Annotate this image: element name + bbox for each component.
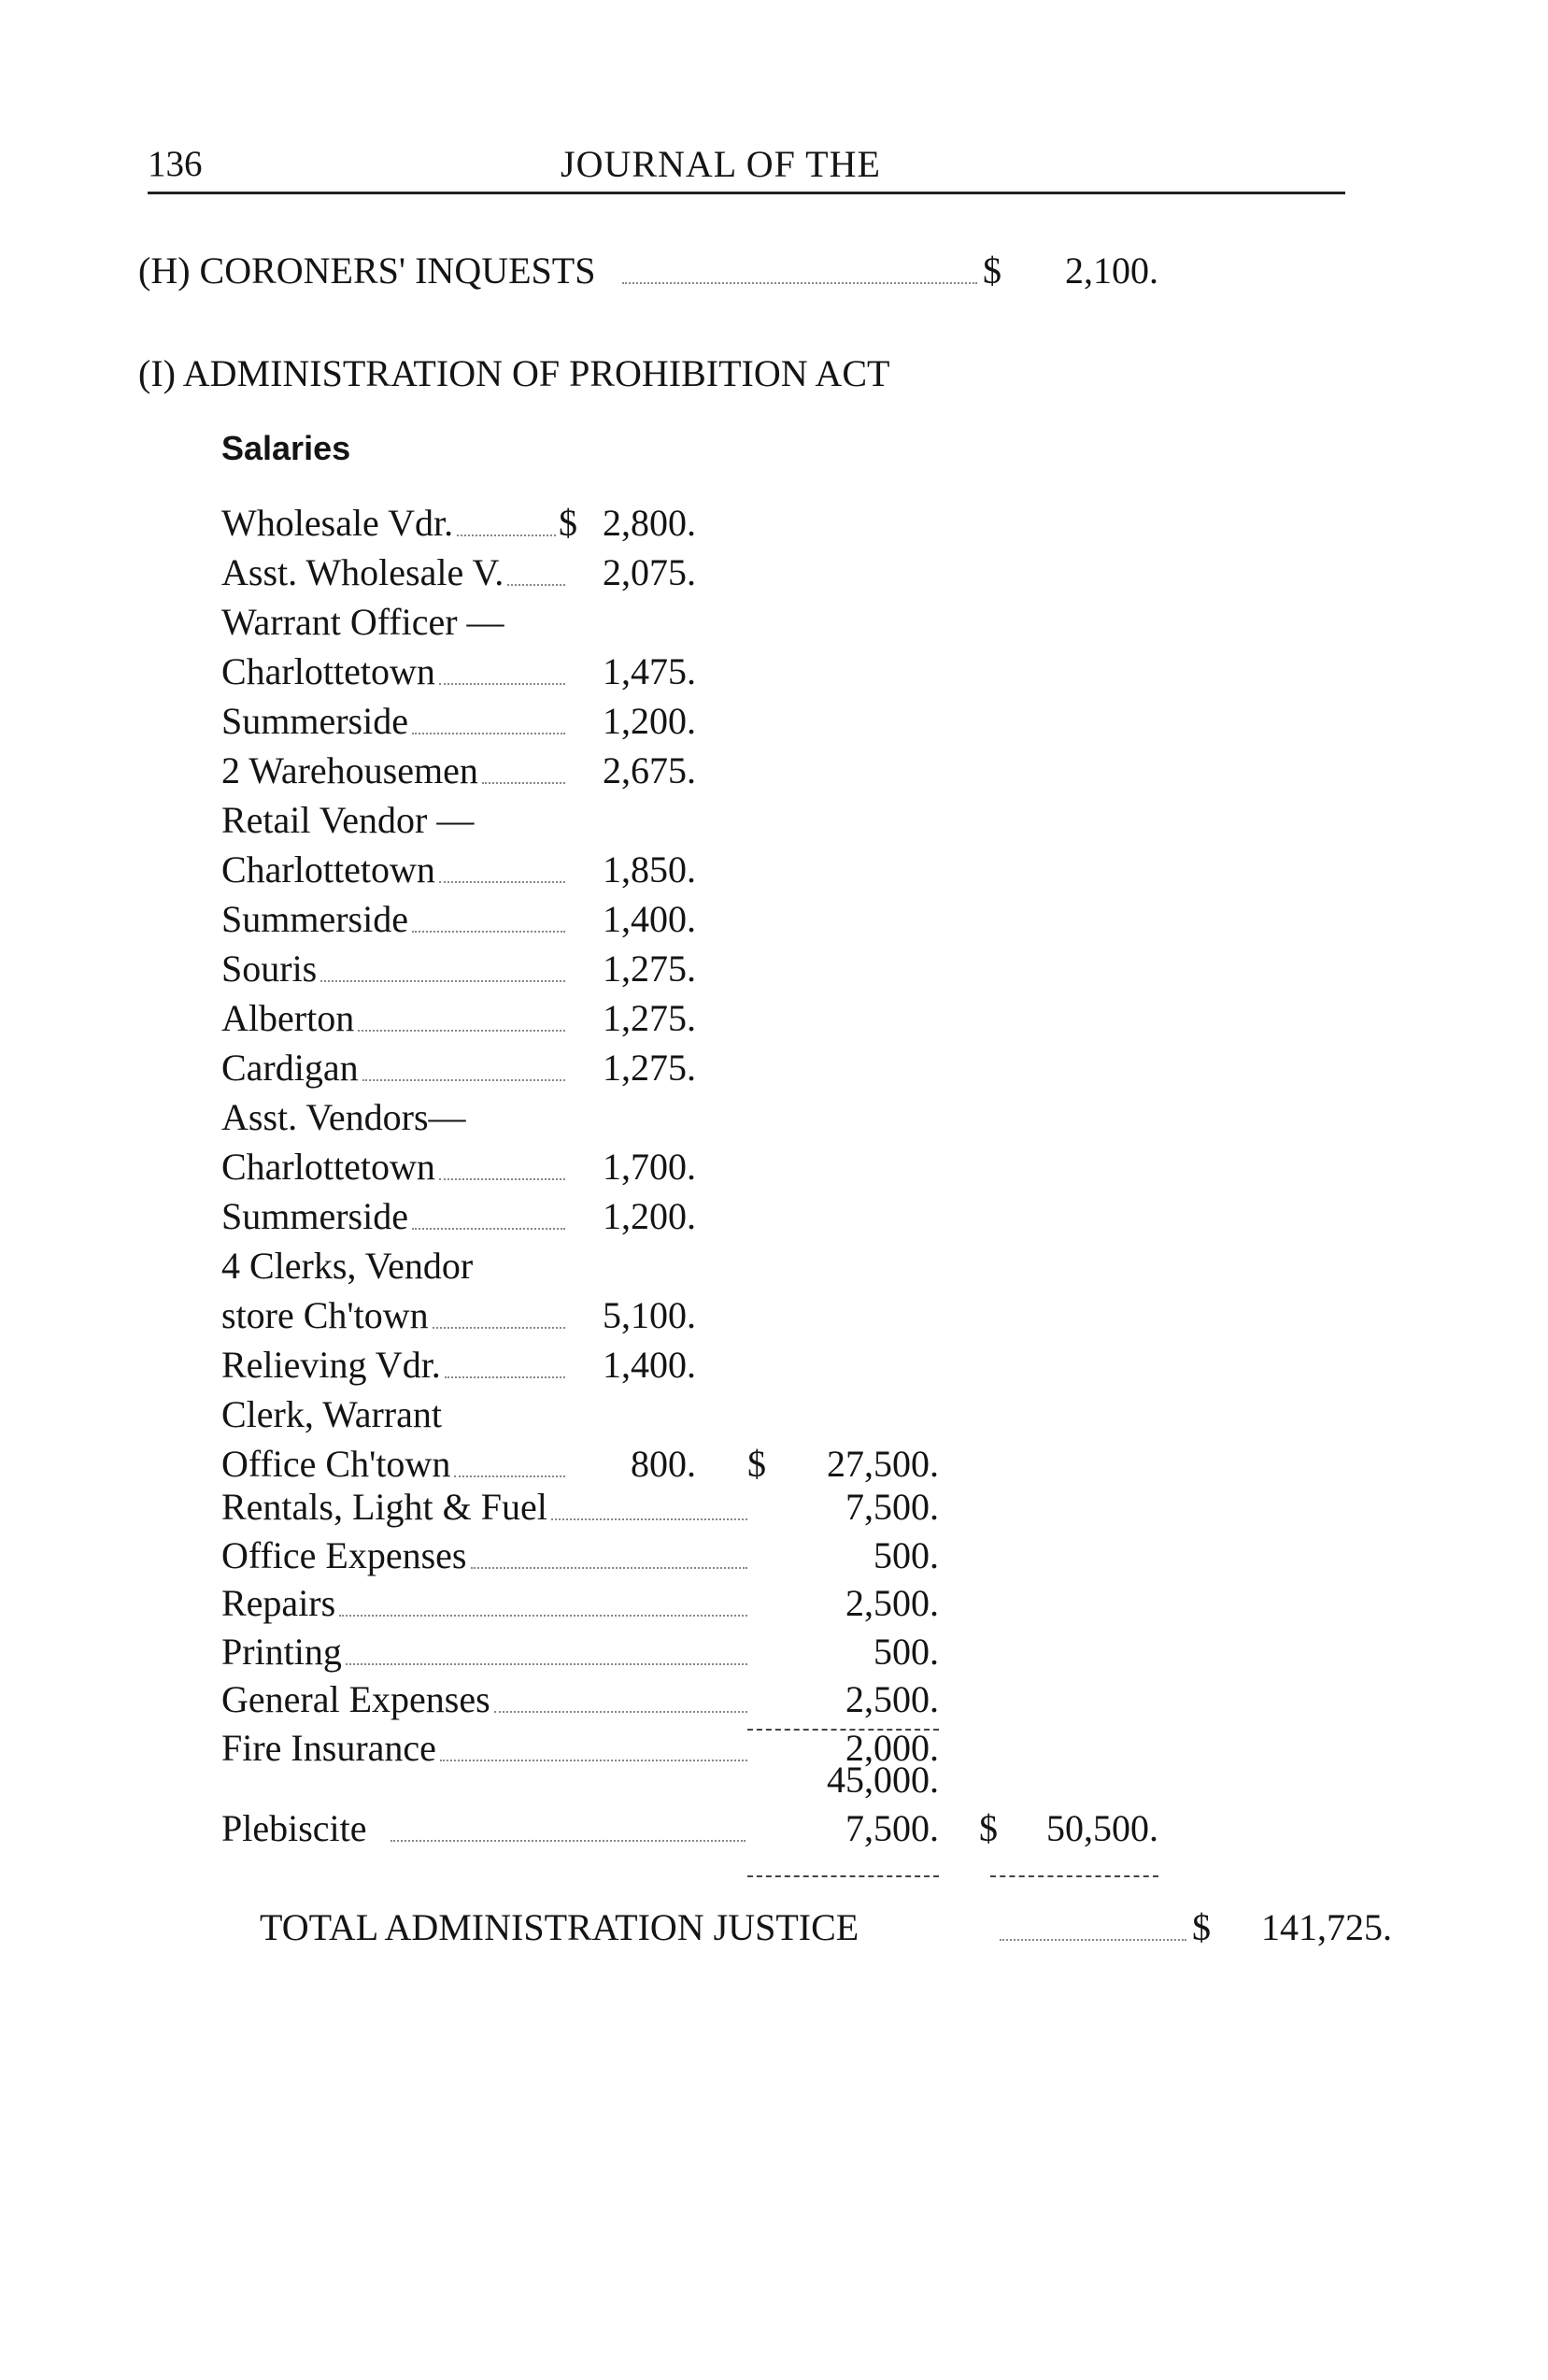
grand-total-dollar: $ — [1192, 1906, 1211, 1948]
salary-amount: 2,075. — [603, 551, 696, 593]
expense-label: General Expenses — [221, 1678, 490, 1720]
plebiscite-label: Plebiscite — [221, 1807, 367, 1849]
leader-dots — [454, 1475, 565, 1477]
leader-dots — [412, 733, 565, 734]
plebiscite-amount: 7,500. — [845, 1807, 939, 1849]
expense-amount: 2,000. — [845, 1727, 939, 1769]
salary-label: Clerk, Warrant — [221, 1393, 442, 1435]
running-title: JOURNAL OF THE — [561, 143, 881, 185]
coroners-amount: 2,100. — [1065, 249, 1158, 292]
salary-amount: 1,400. — [603, 898, 696, 940]
salary-total: 27,500. — [827, 1443, 939, 1485]
salary-label: Souris — [221, 948, 318, 990]
salary-label: Wholesale Vdr. — [221, 502, 454, 544]
salary-label: Summerside — [221, 1195, 408, 1237]
coroners-label: (H) CORONERS' INQUESTS — [138, 249, 596, 292]
salary-label: Charlottetown — [221, 650, 435, 692]
salary-amount: 1,275. — [603, 997, 696, 1039]
salary-amount: 1,475. — [603, 650, 696, 692]
salary-label: Summerside — [221, 898, 408, 940]
leader-dots — [320, 980, 565, 982]
salary-label: Warrant Officer — — [221, 601, 504, 643]
leader-dots — [362, 1079, 565, 1081]
leader-dots — [439, 683, 565, 685]
plebiscite-total: 50,500. — [1046, 1807, 1158, 1849]
plebiscite-dollar: $ — [979, 1807, 998, 1849]
salary-amount: 1,275. — [603, 1047, 696, 1089]
salary-label: Retail Vendor — — [221, 799, 475, 841]
salary-amount: 1,850. — [603, 848, 696, 891]
leader-dots — [1000, 1939, 1186, 1941]
subtotal-rule — [747, 1729, 939, 1731]
expense-label: Fire Insurance — [221, 1727, 436, 1769]
salaries-heading: Salaries — [221, 429, 351, 467]
expense-amount: 2,500. — [845, 1678, 939, 1720]
salary-label: Charlottetown — [221, 848, 435, 891]
grand-total-label: TOTAL ADMINISTRATION JUSTICE — [260, 1906, 859, 1948]
final-rule — [990, 1875, 1158, 1877]
salary-label: Asst. Vendors— — [221, 1096, 466, 1138]
salary-amount: 1,400. — [603, 1344, 696, 1386]
salary-amount: 1,275. — [603, 948, 696, 990]
salary-amount: 1,200. — [603, 1195, 696, 1237]
coroners-dollar: $ — [983, 249, 1001, 292]
grand-total-amount: 141,725. — [1261, 1906, 1392, 1948]
salary-label: Asst. Wholesale V. — [221, 551, 504, 593]
leader-dots — [622, 282, 977, 284]
expense-amount: 2,500. — [845, 1582, 939, 1624]
leader-dots — [457, 534, 556, 536]
leader-dots — [439, 881, 565, 883]
salary-amount: 2,800. — [603, 502, 696, 544]
salary-amount: 5,100. — [603, 1294, 696, 1336]
leader-dots — [433, 1327, 565, 1329]
salary-label: Cardigan — [221, 1047, 359, 1089]
leader-dots — [471, 1567, 747, 1569]
salary-label: Alberton — [221, 997, 355, 1039]
header-rule — [148, 192, 1345, 194]
salary-label: 4 Clerks, Vendor — [221, 1245, 474, 1287]
expense-label: Rentals, Light & Fuel — [221, 1486, 547, 1528]
salary-amount: 800. — [631, 1443, 696, 1485]
leader-dots — [358, 1030, 565, 1032]
final-rule — [747, 1875, 939, 1877]
salary-label: Relieving Vdr. — [221, 1344, 441, 1386]
expense-amount: 7,500. — [845, 1486, 939, 1528]
salary-label: 2 Warehousemen — [221, 749, 478, 791]
expense-label: Repairs — [221, 1582, 336, 1624]
salary-label: Summerside — [221, 700, 408, 742]
salary-total-dollar: $ — [747, 1443, 766, 1485]
salary-label: Charlottetown — [221, 1146, 435, 1188]
leader-dots — [440, 1760, 747, 1761]
leader-dots — [346, 1663, 747, 1665]
salary-amount: 1,200. — [603, 700, 696, 742]
salary-amount: 1,700. — [603, 1146, 696, 1188]
leader-dots — [494, 1711, 747, 1713]
leader-dots — [412, 931, 565, 933]
salary-label: Office Ch'town — [221, 1443, 451, 1485]
leader-dots — [339, 1615, 747, 1617]
subtotal-amount: 45,000. — [827, 1759, 939, 1801]
leader-dots — [507, 584, 565, 586]
leader-dots — [482, 782, 565, 784]
expense-label: Office Expenses — [221, 1534, 467, 1576]
expense-amount: 500. — [873, 1534, 939, 1576]
leader-dots — [551, 1518, 747, 1520]
salary-dollar: $ — [559, 502, 577, 544]
leader-dots — [445, 1376, 565, 1378]
page-number: 136 — [148, 144, 203, 184]
salary-label: store Ch'town — [221, 1294, 429, 1336]
salary-amount: 2,675. — [603, 749, 696, 791]
expense-amount: 500. — [873, 1631, 939, 1673]
leader-dots — [439, 1178, 565, 1180]
leader-dots — [391, 1840, 746, 1842]
section-title: (I) ADMINISTRATION OF PROHIBITION ACT — [138, 352, 890, 394]
leader-dots — [412, 1228, 565, 1230]
expense-label: Printing — [221, 1631, 342, 1673]
